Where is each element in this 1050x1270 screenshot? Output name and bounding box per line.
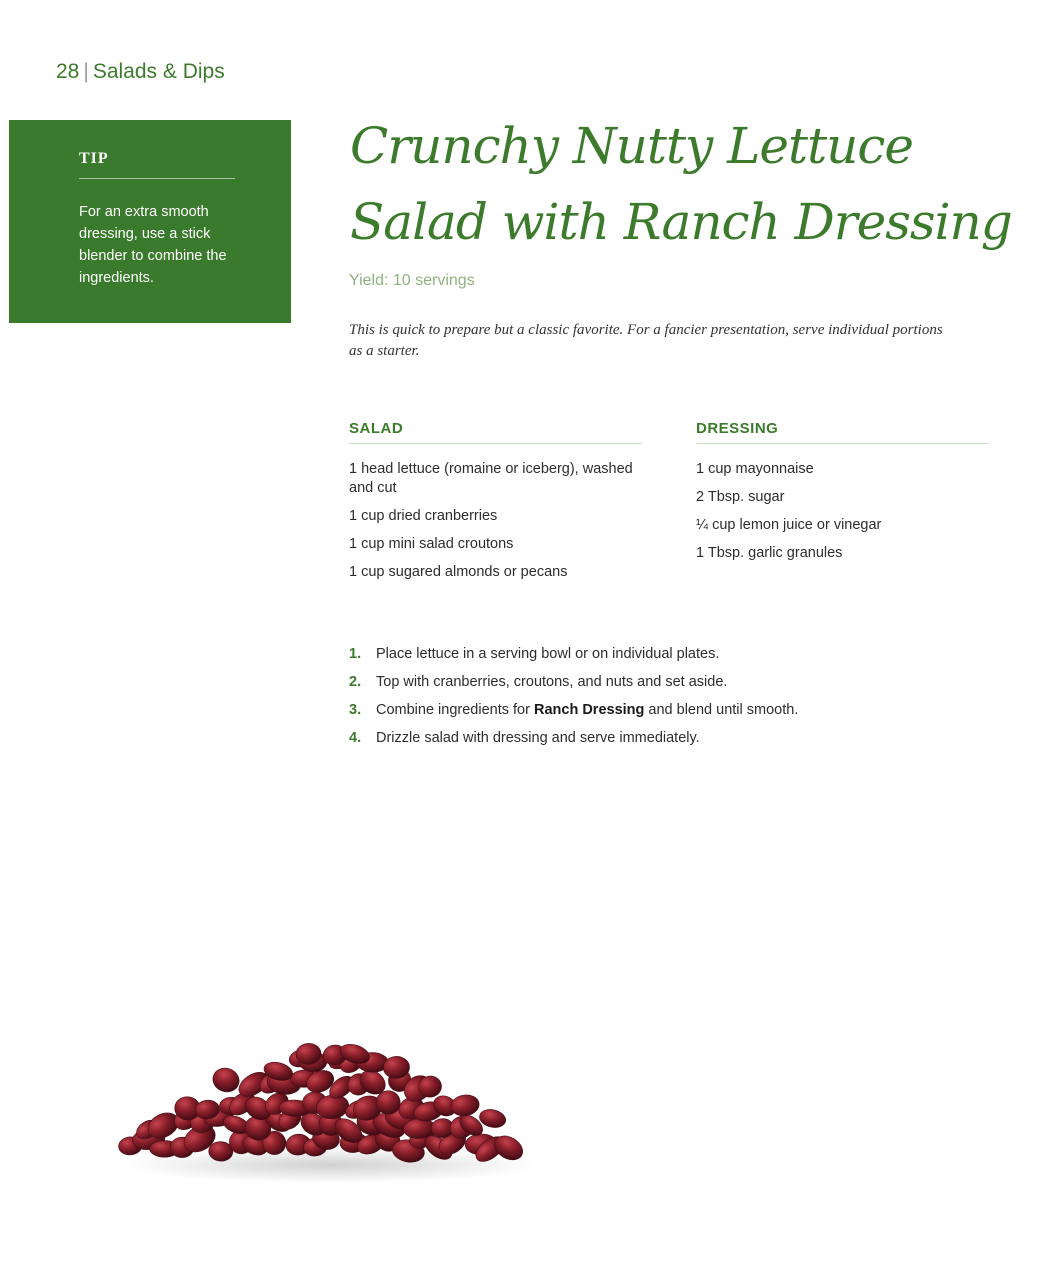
dressing-heading: DRESSING [696, 420, 989, 444]
recipe-title [350, 108, 1030, 260]
list-item: 1 cup mayonnaise [696, 461, 814, 477]
tip-box [9, 120, 291, 323]
dried-cranberries-image [105, 1025, 545, 1185]
salad-ingredients [349, 420, 642, 591]
page-number: 28 [56, 60, 80, 83]
step-item [349, 700, 798, 720]
recipe-title-line-1: Crunchy Nutty Lettuce [350, 117, 913, 175]
step-number: 2. [349, 674, 362, 690]
step-number: 3. [349, 702, 362, 718]
list-item: 1 cup sugared almonds or pecans [349, 564, 568, 580]
list-item: 1 Tbsp. garlic granules [696, 545, 843, 561]
step-number: 4. [349, 730, 362, 746]
page-header [56, 60, 225, 84]
tip-title: TIP [79, 150, 235, 179]
step-text-bold: Ranch Dressing [533, 702, 645, 718]
step-text-post: and blend until smooth. [644, 702, 799, 718]
step-item [349, 644, 798, 664]
tip-text: For an extra smooth dressing, use a stick blender to combine the ingredients. [79, 204, 227, 286]
dressing-ingredients [696, 420, 989, 572]
header-separator: | [83, 60, 89, 83]
step-item [349, 672, 798, 692]
salad-ingredient-list [349, 460, 642, 582]
step-text: Drizzle salad with dressing and serve immediately. [376, 730, 700, 746]
recipe-intro: This is quick to prepare but a classic favorite. For a fancier presentation, serve individual portions as a starter. [349, 322, 943, 359]
cranberry-shape [210, 1064, 243, 1095]
step-text-pre: Combine ingredients for [376, 702, 534, 718]
instruction-steps [349, 644, 798, 756]
dressing-ingredient-list [696, 460, 989, 563]
cranberry-shape [449, 1093, 480, 1118]
list-item: 2 Tbsp. sugar [696, 489, 785, 505]
salad-heading: SALAD [349, 420, 642, 444]
step-text: Top with cranberries, croutons, and nuts and set aside. [376, 674, 728, 690]
step-number: 1. [349, 646, 362, 662]
step-item [349, 728, 798, 748]
section-title: Salads & Dips [92, 60, 225, 83]
recipe-yield: Yield: 10 servings [349, 272, 475, 289]
recipe-title-line-2: Salad with Ranch Dressing [350, 193, 1012, 251]
step-text: Place lettuce in a serving bowl or on individual plates. [376, 646, 720, 662]
list-item: 1 cup mini salad croutons [349, 536, 514, 552]
list-item: ¼ cup lemon juice or vinegar [696, 517, 882, 533]
list-item: 1 head lettuce (romaine or iceberg), washed and cut [349, 461, 633, 496]
list-item: 1 cup dried cranberries [349, 508, 498, 524]
